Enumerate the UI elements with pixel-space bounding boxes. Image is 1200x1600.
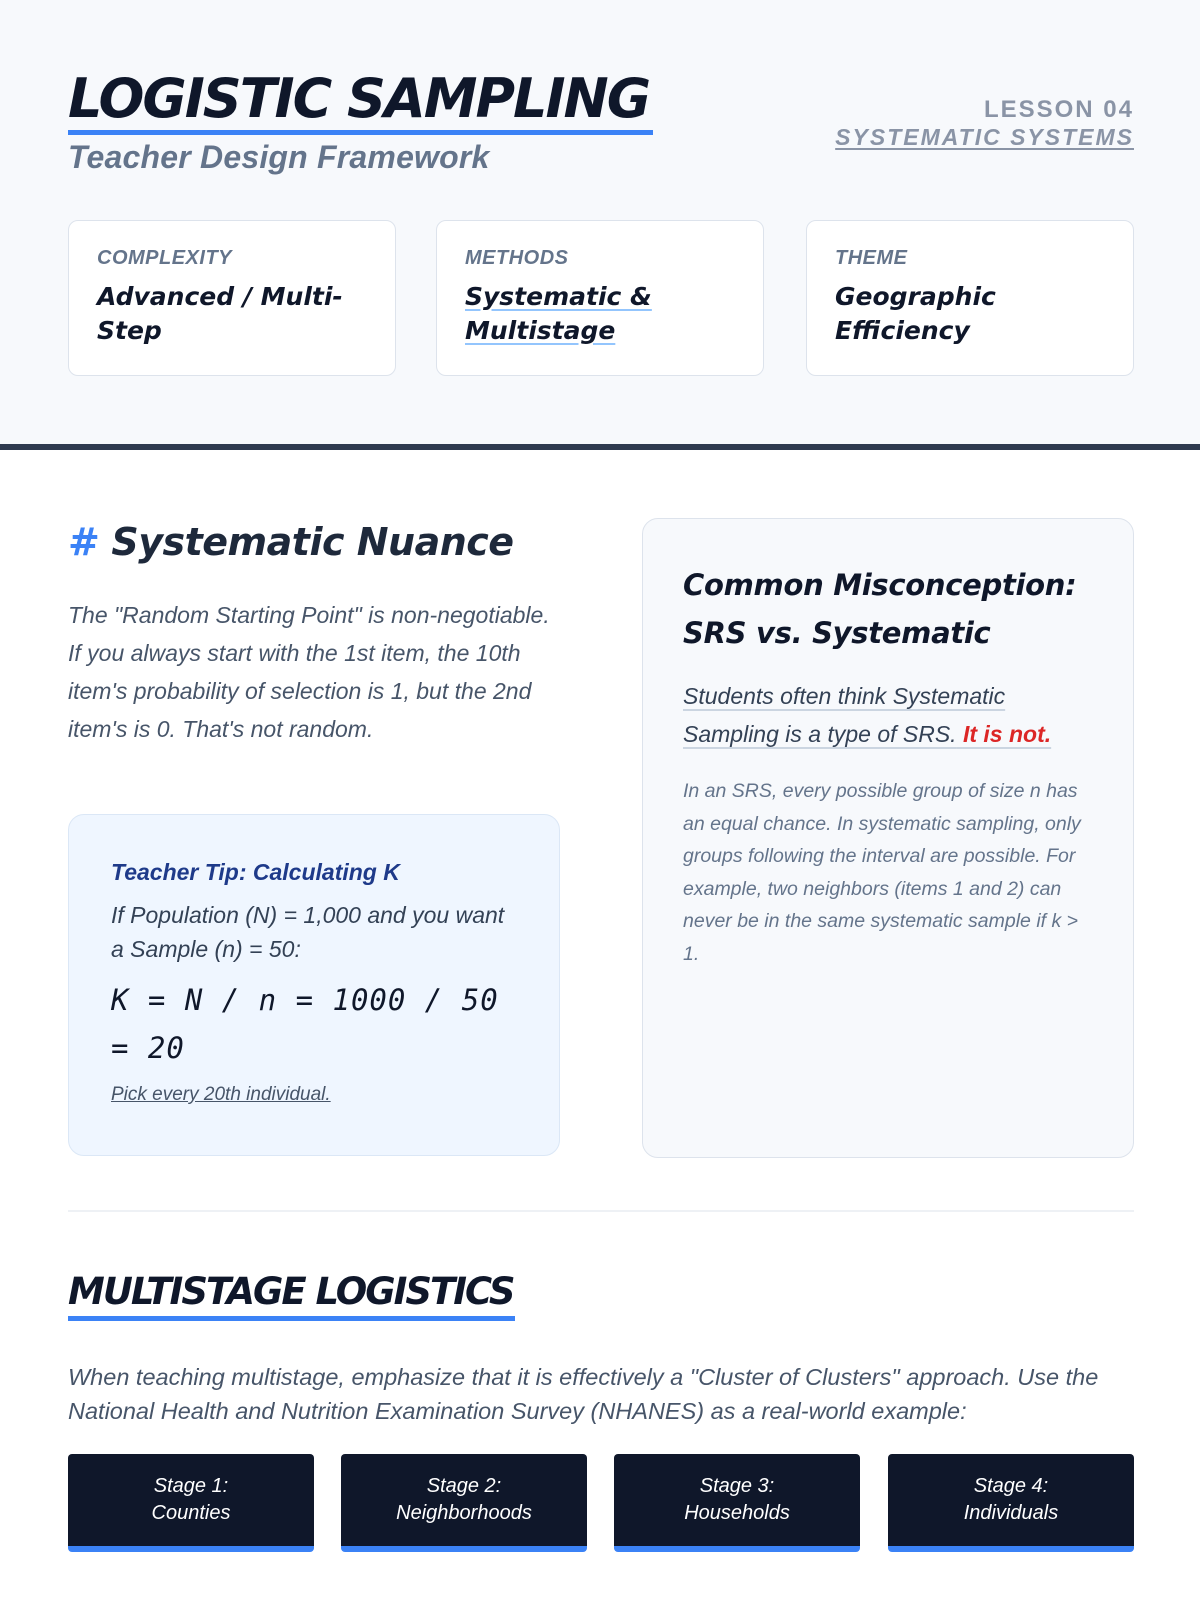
tip-note: Pick every 20th individual.: [111, 1084, 331, 1105]
multistage-paragraph: When teaching multistage, emphasize that it is effectively a "Cluster of Clusters" approach. Use the National Health and Nutrition Examination Survey (NHANES) as a real-world example:: [68, 1364, 1099, 1424]
tip-title: Teacher Tip: Calculating K: [111, 859, 400, 885]
misconception-emphasis: It is not.: [962, 721, 1052, 747]
complexity-value: Advanced / Multi-Step: [97, 282, 343, 345]
stage-2-name: Neighborhoods: [396, 1502, 532, 1524]
multistage-title: MULTISTAGE LOGISTICS: [68, 1268, 515, 1321]
hash-icon: #: [68, 520, 100, 564]
lesson-name-link[interactable]: SYSTEMATIC SYSTEMS: [835, 124, 1134, 150]
tip-formula: [111, 976, 517, 1072]
teacher-tip-box: [68, 814, 560, 1156]
stage-card-2: [341, 1454, 587, 1552]
lesson-header: [0, 0, 1200, 450]
stage-card-1: [68, 1454, 314, 1552]
misconception-title-line-2: SRS vs. Systematic: [683, 616, 991, 650]
misconception-box: [642, 518, 1134, 1158]
page-title: LOGISTIC SAMPLING: [68, 68, 653, 135]
stage-1-name: Counties: [151, 1502, 231, 1524]
lesson-number: LESSON 04: [983, 96, 1134, 123]
misconception-lead-text: Students often think Systematic Sampling is a type of SRS.: [683, 683, 1006, 747]
stage-3-label: Stage 3:: [699, 1475, 775, 1497]
systematic-section-title: [68, 520, 514, 564]
formula-line-2: = 20: [111, 1031, 185, 1065]
lesson-info: [835, 96, 1134, 151]
stage-1-label: Stage 1:: [153, 1475, 229, 1497]
theme-value: Geographic Efficiency: [835, 282, 996, 345]
complexity-card: [68, 220, 396, 376]
stage-3-name: Households: [684, 1502, 790, 1524]
stage-4-name: Individuals: [963, 1502, 1059, 1524]
misconception-title: [683, 561, 1093, 657]
tip-text: If Population (N) = 1,000 and you want a Sample (n) = 50:: [111, 902, 505, 962]
misconception-body: In an SRS, every possible group of size n has an equal chance. In systematic sampling, only groups following the interval are possible. For example, two neighbors (items 1 and 2) can never be in the same systematic sample if k > 1.: [683, 780, 1081, 965]
stage-4-label: Stage 4:: [973, 1475, 1049, 1497]
misconception-lead: [683, 677, 1093, 753]
formula-line-1: K = N / n = 1000 / 50: [111, 983, 499, 1017]
title-block: [68, 68, 653, 176]
page-subtitle: Teacher Design Framework: [68, 139, 490, 175]
theme-label: THEME: [835, 247, 908, 269]
stage-card-4: [888, 1454, 1134, 1552]
methods-value: Systematic & Multistage: [465, 282, 652, 345]
section-divider: [68, 1210, 1134, 1212]
methods-label: METHODS: [465, 247, 569, 269]
misconception-title-line-1: Common Misconception:: [683, 568, 1077, 602]
systematic-paragraph: The "Random Starting Point" is non-negotiable. If you always start with the 1st item, the 10th item's probability of selection is 1, but the 2nd item's is 0. That's not random.: [68, 602, 550, 742]
stage-card-3: [614, 1454, 860, 1552]
theme-card: [806, 220, 1134, 376]
systematic-title-text: Systematic Nuance: [111, 520, 514, 564]
methods-card: [436, 220, 764, 376]
stage-2-label: Stage 2:: [426, 1475, 502, 1497]
complexity-label: COMPLEXITY: [97, 247, 233, 269]
